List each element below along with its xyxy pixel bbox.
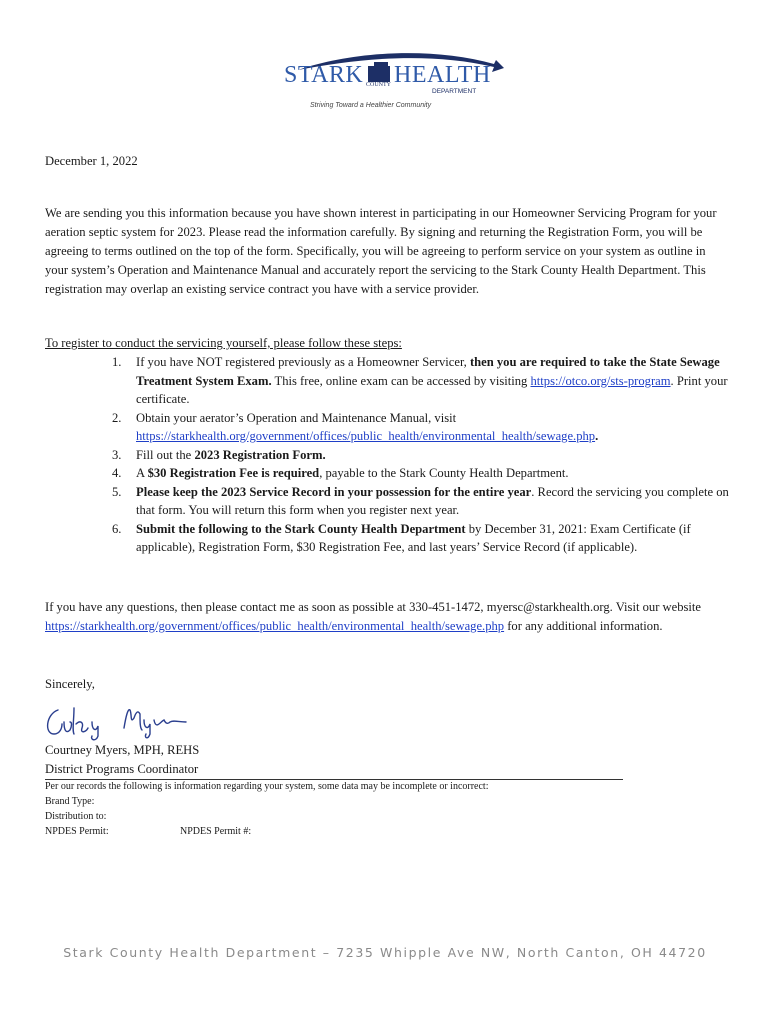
contact-paragraph (45, 598, 735, 636)
npdes-permit-label: NPDES Permit: (45, 826, 109, 837)
step-bold-text: Submit the following to the Stark County Health Department (136, 521, 466, 536)
contact-text: If you have any questions, then please contact me as soon as possible at 330-451-1472, myersc@starkhealth.org. Visit our website (45, 600, 702, 614)
step-text: by December 31, 2021: Exam Certificate (if applicable), Registration Form, $30 Registration Fee, and last years’ Service Record (if applicable). (136, 521, 691, 554)
logo-word-stark: STARK (284, 62, 364, 88)
sewage-page-link[interactable]: https://starkhealth.org/government/offices/public_health/environmental_health/sewage.php (136, 429, 596, 443)
step-text: Fill out the (136, 447, 195, 462)
sts-program-link[interactable]: https://otco.org/sts-program (530, 373, 671, 388)
logo-word-department: DEPARTMENT (432, 88, 477, 95)
logo-tagline: Striving Toward a Healthier Community (310, 102, 432, 109)
list-item (112, 464, 732, 483)
signer-name: Courtney Myers, MPH, REHS (45, 743, 200, 757)
list-item (112, 446, 732, 465)
step-number: 1. (112, 355, 122, 369)
brand-type-label: Brand Type: (45, 796, 95, 807)
step-bold-text: Please keep the 2023 Service Record in your possession for the entire year (136, 484, 532, 499)
registration-steps-list (112, 353, 732, 557)
signer-title: District Programs Coordinator (45, 762, 199, 776)
website-link[interactable]: https://starkhealth.org/government/offices/public_health/environmental_health/sewage.php (45, 619, 505, 633)
list-item (112, 520, 732, 557)
intro-paragraph: We are sending you this information because you have shown interest in participating in our Homeowner Servicing Program for your aeration septic system for 2023. Please read the information carefully. By signing and returning the Registration Form, you will be agreeing to terms outlined on the top of the form. Specifically, you will be agreeing to perform service on your system as outline in your system’s Operation and Maintenance Manual and accurately report the servicing to the Stark County Health Department. This registration may overlap an existing service contract you have with a service provider. (45, 206, 717, 296)
handwritten-signature (40, 700, 200, 742)
logo-word-health: HEALTH (394, 62, 491, 88)
list-item (112, 353, 732, 409)
letter-date: December 1, 2022 (45, 154, 138, 168)
step-bold-text: 2023 Registration Form. (194, 447, 326, 462)
step-text: This free, online exam can be accessed by visiting (271, 373, 531, 388)
step-number: 6. (112, 521, 122, 536)
step-number: 3. (112, 447, 122, 462)
step-text: Obtain your aerator’s Operation and Maintenance Manual, visit (136, 410, 457, 425)
logo-word-county: COUNTY (366, 82, 391, 88)
contact-text: for any additional information. (504, 619, 663, 633)
distribution-label: Distribution to: (45, 811, 107, 822)
step-number: 5. (112, 484, 122, 499)
steps-heading: To register to conduct the servicing yourself, please follow these steps: (45, 336, 402, 350)
footer-address: Stark County Health Department – 7235 Whipple Ave NW, North Canton, OH 44720 (63, 945, 707, 960)
step-text: A (136, 466, 148, 480)
step-text: If you have NOT registered previously as a Homeowner Servicer, (136, 355, 470, 369)
step-text: . Print your certificate. (136, 373, 728, 406)
step-bold-text: . (595, 429, 599, 443)
step-text: , payable to the Stark County Health Department. (319, 466, 569, 480)
records-note: Per our records the following is information regarding your system, some data may be incomplete or incorrect: (45, 781, 489, 792)
step-number: 2. (112, 410, 122, 425)
list-item (112, 409, 732, 446)
step-number: 4. (112, 466, 122, 480)
npdes-permit-number-label: NPDES Permit #: (180, 826, 252, 837)
list-item (112, 483, 732, 520)
step-bold-text: $30 Registration Fee is required (147, 466, 320, 480)
stark-county-health-logo (270, 48, 510, 118)
step-bold-text: then you are required to take the State Sewage Treatment System Exam. (136, 355, 720, 388)
closing: Sincerely, (45, 677, 95, 691)
step-text: . Record the servicing you complete on that form. You will return this form when you register next year. (136, 484, 729, 517)
